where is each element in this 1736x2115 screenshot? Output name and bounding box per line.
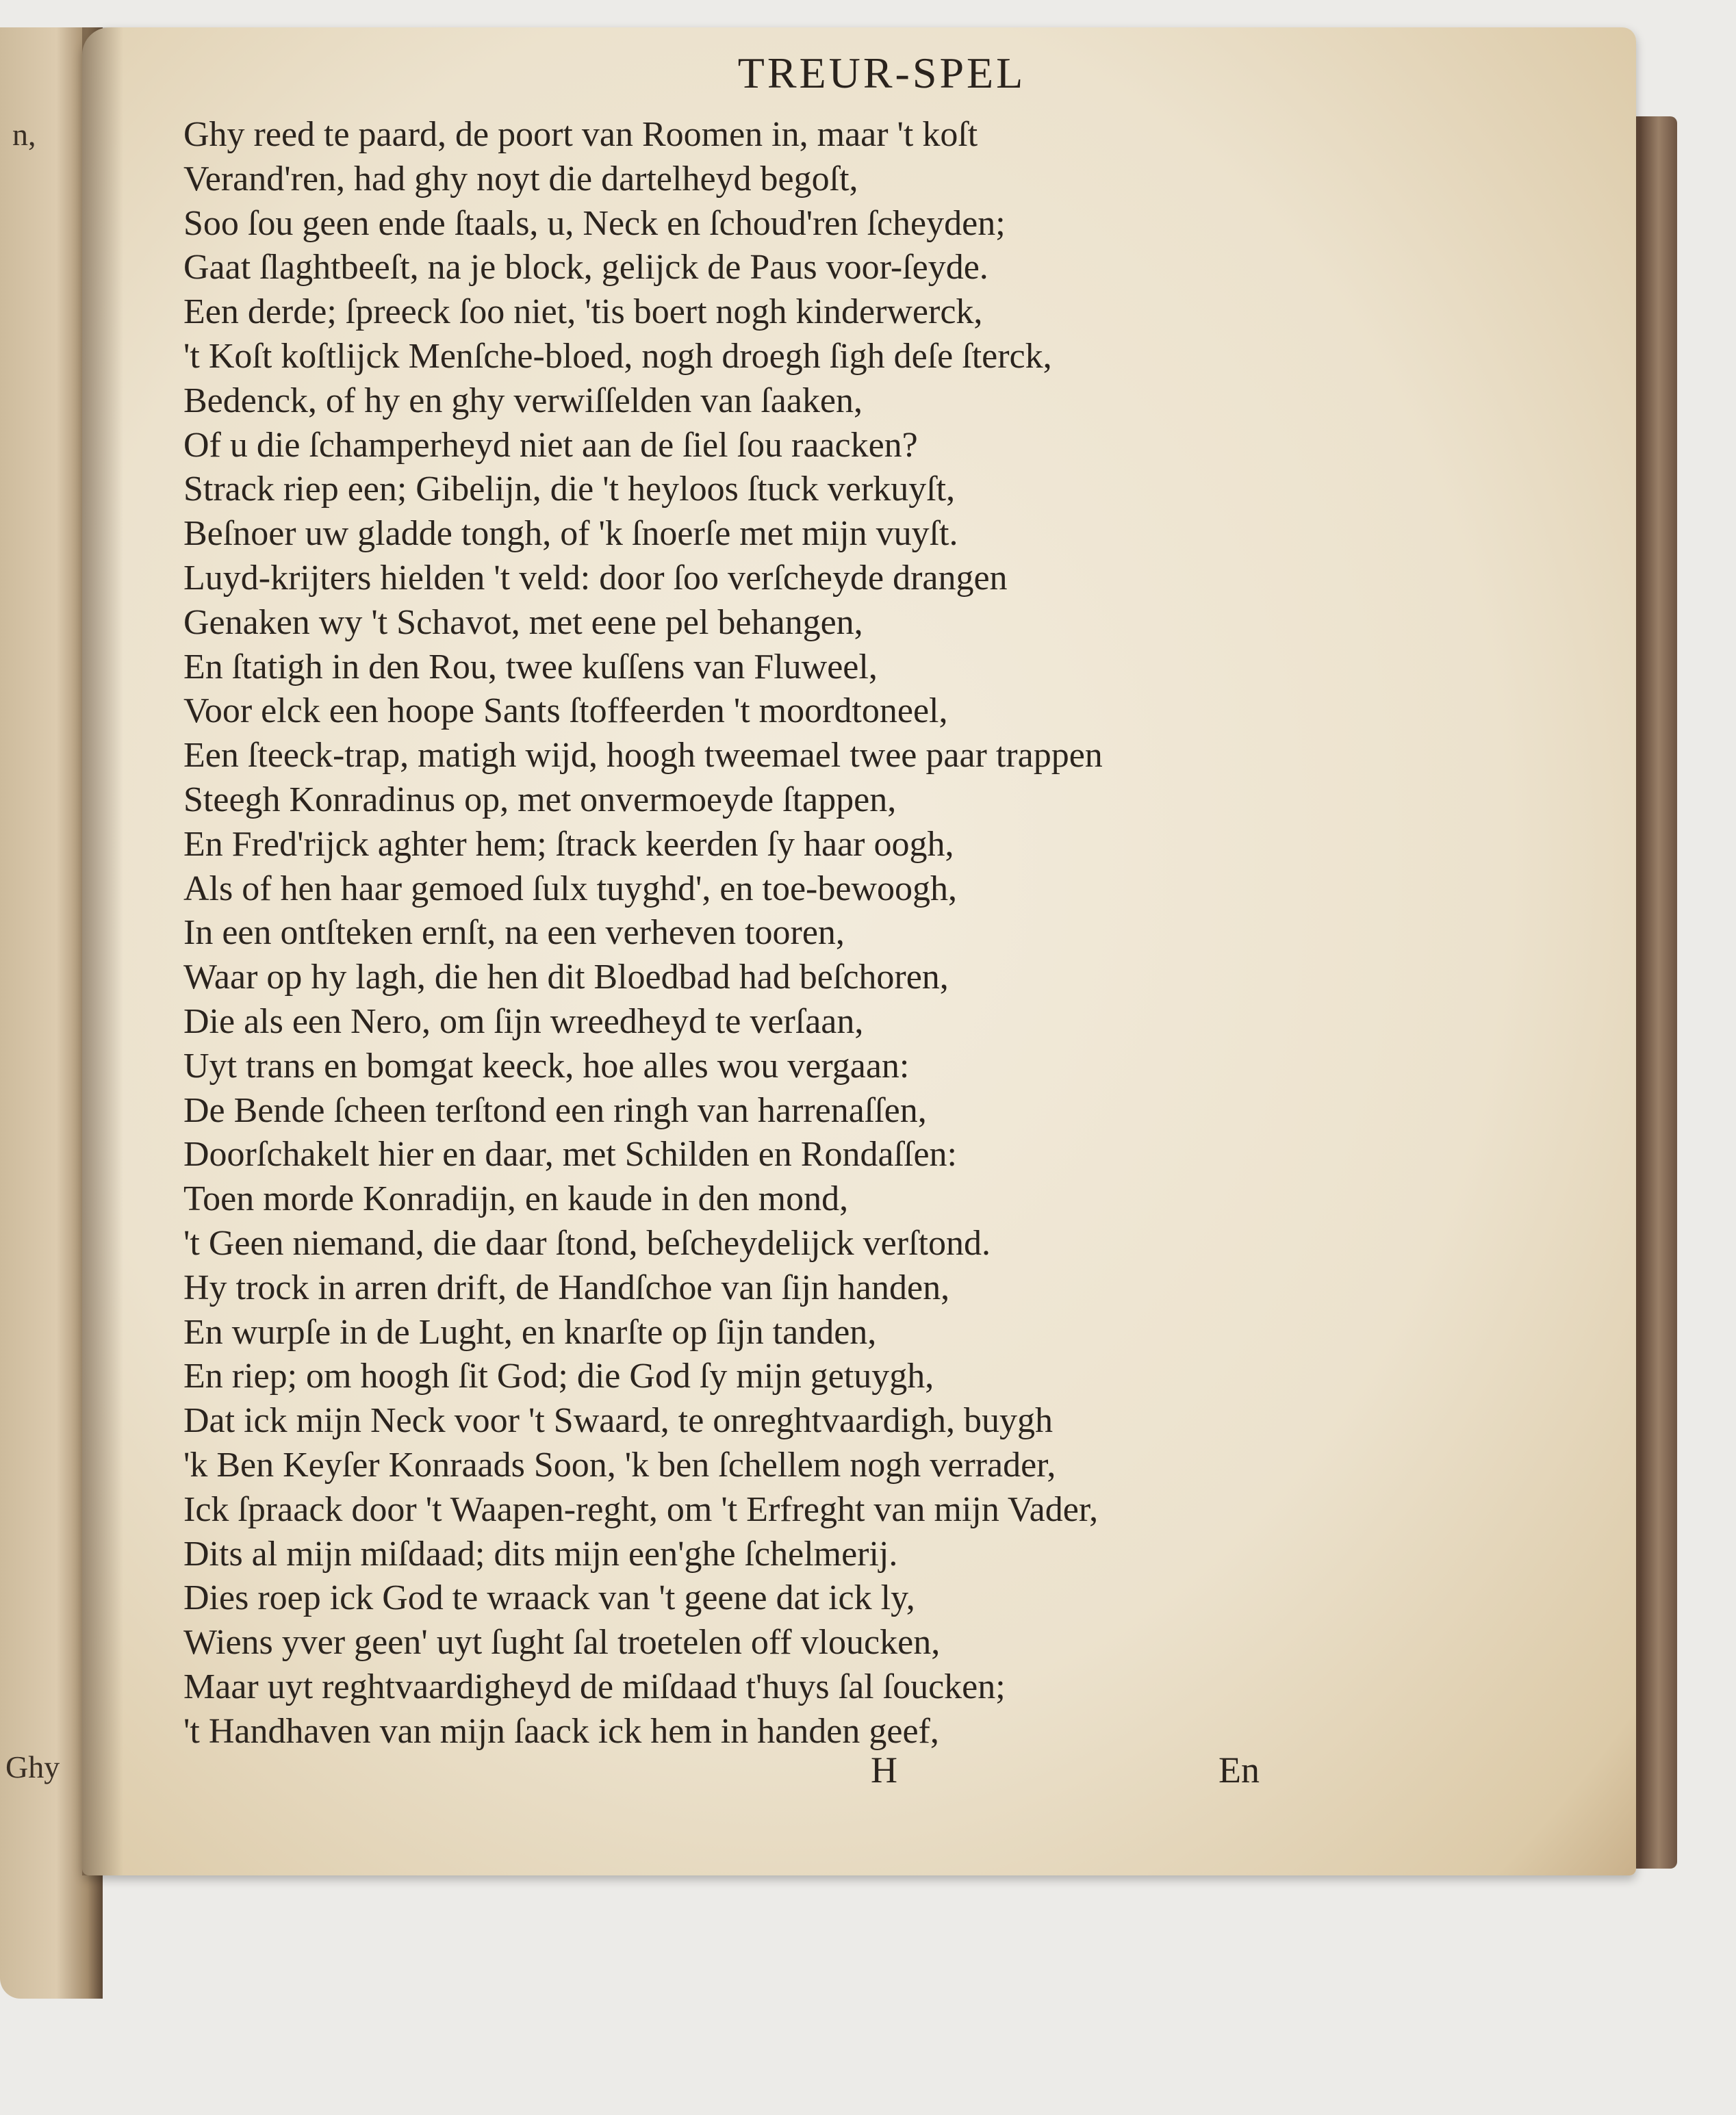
page-gutter — [82, 27, 123, 1875]
verse-line: Dat ick mijn Neck voor 't Swaard, te onreghtvaardigh, buygh — [183, 1401, 1054, 1441]
verse-line: Ghy reed te paard, de poort van Roomen in, maar 't koſt — [183, 115, 978, 154]
verse-line: Beſnoer uw gladde tongh, of 'k ſnoerſe met mijn vuyſt. — [183, 514, 958, 554]
verse-line: 'k Ben Keyſer Konraads Soon, 'k ben ſchellem nogh verrader, — [183, 1445, 1056, 1485]
verse-line: Maar uyt reghtvaardigheyd de miſdaad t'huys ſal ſoucken; — [183, 1667, 1006, 1706]
signature-mark: H — [871, 1749, 897, 1791]
verse-line: Doorſchakelt hier en daar, met Schilden en Rondaſſen: — [183, 1135, 957, 1175]
verse-line: Wiens yver geen' uyt ſught ſal troetelen off vloucken, — [183, 1623, 941, 1663]
running-title: TREUR-SPEL — [737, 49, 1026, 97]
verse-line: En Fred'rijck aghter hem; ſtrack keerden ſy haar oogh, — [183, 824, 954, 864]
catchword: En — [1218, 1749, 1260, 1791]
left-page-catchword: Ghy — [5, 1749, 60, 1784]
verse-line: Verand'ren, had ghy noyt die dartelheyd begoſt, — [183, 159, 858, 198]
verse-line: Luyd-krijters hielden 't veld: door ſoo verſcheyde drangen — [183, 558, 1008, 598]
verse-line: Hy trock in arren drift, de Handſchoe van ſijn handen, — [183, 1268, 950, 1307]
verse-line: Bedenck, of hy en ghy verwiſſelden van ſaaken, — [183, 381, 863, 420]
verse-line: En ſtatigh in den Rou, twee kuſſens van Fluweel, — [183, 647, 878, 687]
verse-line: Soo ſou geen ende ſtaals, u, Neck en ſchoud'ren ſcheyden; — [183, 203, 1006, 243]
verse-line: In een ontſteken ernſt, na een verheven tooren, — [183, 913, 845, 953]
verse-line: 't Geen niemand, die daar ſtond, beſcheydelijck verſtond. — [183, 1223, 991, 1263]
verse-line: Ick ſpraack door 't Waapen-reght, om 't Erfreght van mijn Vader, — [183, 1489, 1099, 1529]
verse-line: Strack riep een; Gibelijn, die 't heyloos ſtuck verkuyſt, — [183, 470, 956, 509]
verse-line: Dits al mijn miſdaad; dits mijn een'ghe ſchelmerij. — [183, 1534, 898, 1574]
verse-line: Een ſteeck-trap, matigh wijd, hoogh tweemael twee paar trappen — [183, 736, 1103, 776]
verse-line: Dies roep ick God te wraack van 't geene dat ick ly, — [183, 1578, 915, 1618]
verse-line: 't Handhaven van mijn ſaack ick hem in handen geef, — [183, 1711, 939, 1751]
verse-line: De Bende ſcheen terſtond een ringh van harrenaſſen, — [183, 1090, 927, 1130]
verse-line: Of u die ſchamperheyd niet aan de ſiel ſou raacken? — [183, 425, 918, 465]
verse-line: Genaken wy 't Schavot, met eene pel behangen, — [183, 602, 863, 642]
verse-line: En wurpſe in de Lught, en knarſte op ſijn tanden, — [183, 1312, 877, 1352]
verse-line: En riep; om hoogh ſit God; die God ſy mijn getuygh, — [183, 1357, 934, 1396]
verse-line: Een derde; ſpreeck ſoo niet, 'tis boert nogh kinderwerck, — [183, 292, 983, 332]
verse-line: Als of hen haar gemoed ſulx tuyghd', en toe-bewoogh, — [183, 869, 957, 908]
verse-line: Steegh Konradinus op, met onvermoeyde ſtappen, — [183, 780, 897, 819]
verse-line: Gaat ſlaghtbeeſt, na je block, gelijck de Paus voor-ſeyde. — [183, 248, 988, 287]
verse-line: Die als een Nero, om ſijn wreedheyd te verſaan, — [183, 1001, 864, 1041]
verse-text — [183, 113, 1103, 1754]
left-page-fragment: n, — [12, 117, 36, 152]
verse-line: Uyt trans en bomgat keeck, hoe alles wou vergaan: — [183, 1046, 910, 1086]
verse-line: Waar op hy lagh, die hen dit Bloedbad had beſchoren, — [183, 958, 949, 997]
verse-line: Voor elck een hoope Sants ſtoffeerden 't moordtoneel, — [183, 691, 948, 731]
verse-line: 't Koſt koſtlijck Menſche-bloed, nogh droegh ſigh deſe ſterck, — [183, 336, 1052, 376]
verse-line: Toen morde Konradijn, en kaude in den mond, — [183, 1179, 849, 1219]
